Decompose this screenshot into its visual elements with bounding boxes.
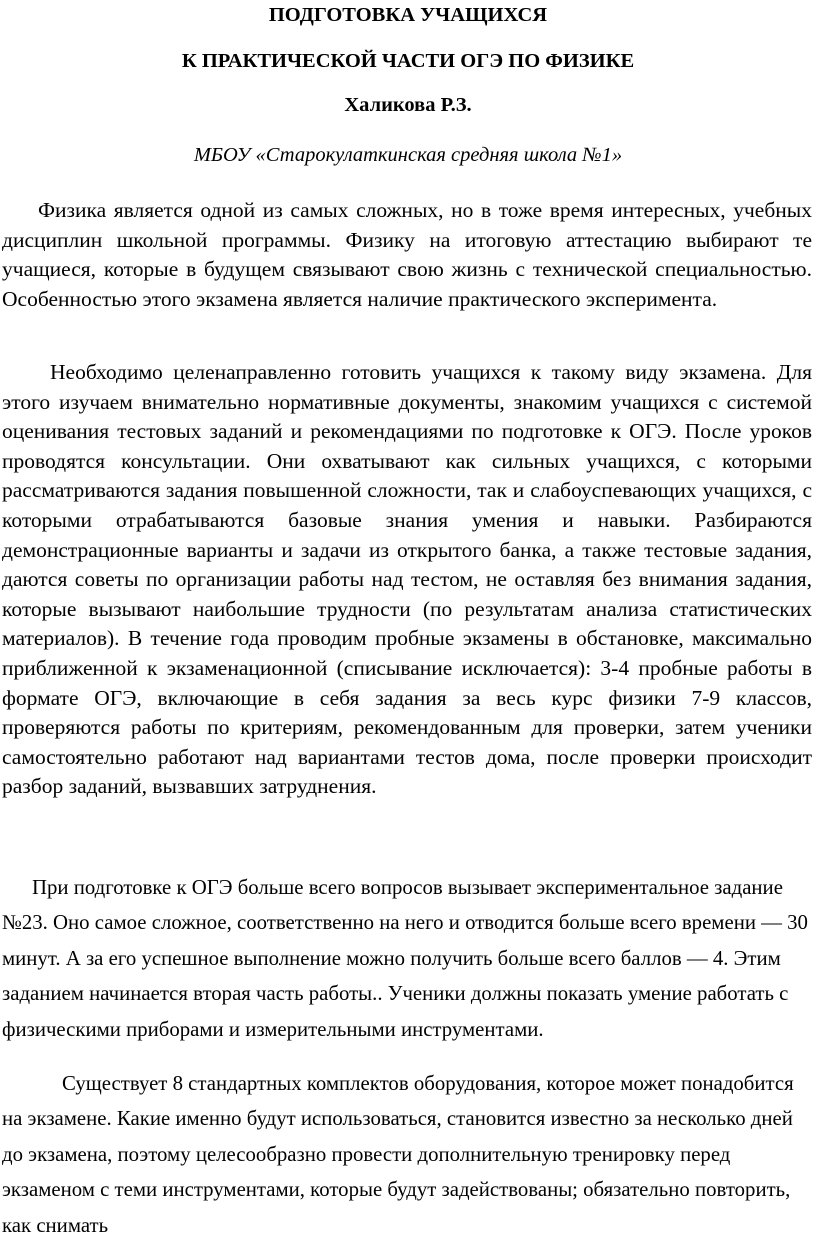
paragraph-1: Физика является одной из самых сложных, но в тоже время интересных, учебных дисциплин школьной программы. Физику на итоговую аттестацию выбирают те учащиеся, которые в будущем связывают свою жизнь с технической специальностью. Особенностью этого экзамена является наличие практического эксперимента. xyxy=(2,198,812,311)
school-name: МБОУ «Старокулаткинская средняя школа №1» xyxy=(193,144,623,166)
paragraph-3: При подготовке к ОГЭ больше всего вопросов вызывает экспериментальное задание №23. Оно самое сложное, соответственно на него и отводится больше всего времени — 30 минут. А за его успешное выполнение можно получить больше всего баллов — 4. Этим заданием начинается вторая часть работы.. Ученики должны показать умение работать с физическими приборами и измерительными инструментами. xyxy=(2,876,808,1041)
title-line-2: К ПРАКТИЧЕСКОЙ ЧАСТИ ОГЭ ПО ФИЗИКЕ xyxy=(181,50,635,72)
title-line-1: ПОДГОТОВКА УЧАЩИХСЯ xyxy=(268,4,548,26)
paragraph-2: Необходимо целенаправленно готовить учащихся к такому виду экзамена. Для этого изучаем внимательно нормативные документы, знакомим учащихся с системой оценивания тестовых заданий и рекомендациями по подготовке к ОГЭ. После уроков проводятся консультации. Они охватывают как сильных учащихся, с которыми рассматриваются задания повышенной сложности, так и слабоуспевающих учащихся, с которыми отрабатываются базовые знания умения и навыки. Разбираются демонстрационные варианты и задачи из открытого банка, а также тестовые задания, даются советы по организации работы над тестом, не оставляя без внимания задания, которые вызывают наибольшие трудности (по результатам анализа статистических материалов). В течение года проводим пробные экзамены в обстановке, максимально приближенной к экзаменационной (списывание исключается): 3-4 пробные работы в формате ОГЭ, включающие в себя задания за весь курс физики 7-9 классов, проверяются работы по критериям, рекомендованным для проверки, затем ученики самостоятельно работают над вариантами тестов дома, после проверки происходит разбор заданий, вызвавших затруднения. xyxy=(2,360,812,799)
paragraph-4: Существует 8 стандартных комплектов оборудования, которое может понадобится на экзамене. Какие именно будут использоваться, становится известно за несколько дней до экзамена, поэтому целесообразно провести дополнительную тренировку перед экзаменом с теми инструментами, которые будут задействованы; обязательно повторить, как снимать xyxy=(2,1072,794,1237)
author-name: Халикова Р.З. xyxy=(344,94,472,116)
